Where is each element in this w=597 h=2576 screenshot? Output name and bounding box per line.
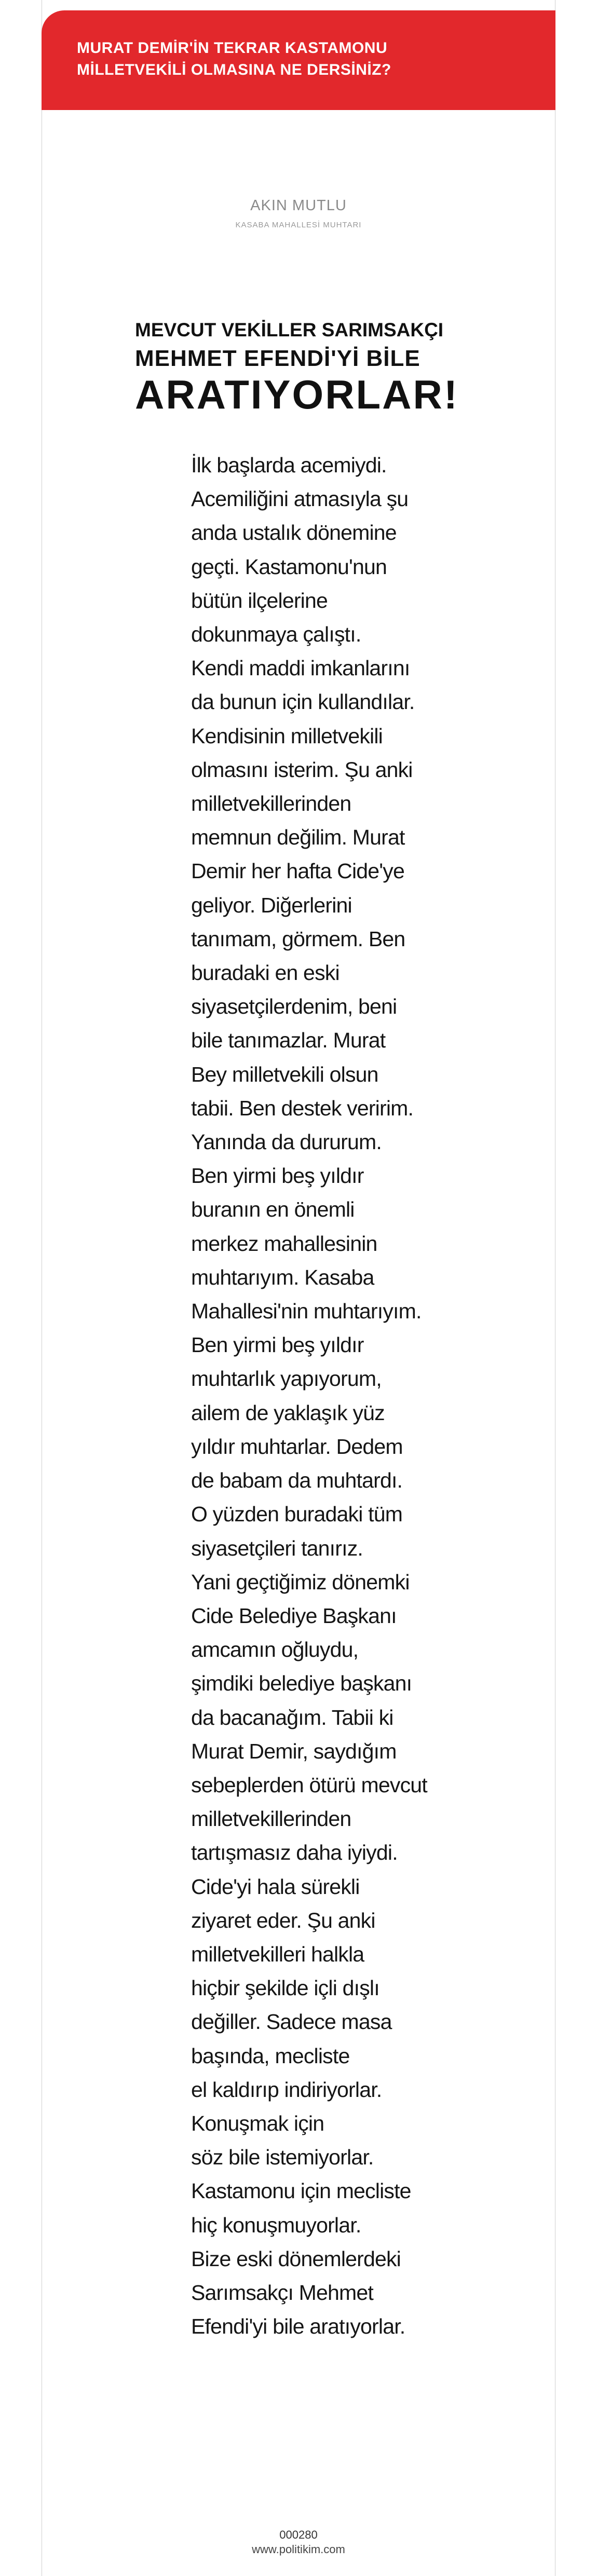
body-line: Yanında da dururum. [191,1130,382,1154]
body-line: söz bile istemiyorlar. [191,2145,374,2170]
body-line: geliyor. Diğerlerini [191,893,352,917]
body-line: tabii. Ben destek veririm. [191,1096,414,1120]
body-line: Cide'yi hala sürekli [191,1874,360,1899]
body-line: merkez mahallesinin [191,1231,377,1256]
headline-line-3: ARATIYORLAR! [135,372,459,417]
author-name: AKIN MUTLU [250,197,347,214]
headline-line-1: MEVCUT VEKİLLER SARIMSAKÇI [135,319,444,340]
body-line: bile tanımazlar. Murat [191,1028,386,1053]
body-line: Ben yirmi beş yıldır [191,1164,364,1188]
body-line: Murat Demir, saydığım [191,1739,397,1763]
question-banner [42,10,555,110]
author-title: KASABA MAHALLESİ MUHTARI [235,221,362,229]
body-line: el kaldırıp indiriyorlar. [191,2077,382,2102]
body-line: siyasetçilerdenim, beni [191,994,397,1019]
body-line: değiller. Sadece masa [191,2010,392,2034]
body-line: ziyaret eder. Şu anki [191,1908,375,1932]
body-line: buradaki en eski [191,961,340,985]
body-line: bütün ilçelerine [191,588,328,612]
body-line: O yüzden buradaki tüm [191,1502,403,1526]
body-line: hiç konuşmuyorlar. [191,2213,361,2237]
headline-line-2: MEHMET EFENDİ'Yİ BİLE [135,346,420,371]
body-line: Kendisinin milletvekili [191,724,383,748]
website-url: www.politikim.com [252,2543,345,2556]
body-line: Acemiliğini atmasıyla şu [191,487,409,511]
body-line: da bacanağım. Tabii ki [191,1705,394,1729]
body-line: amcamın oğluydu, [191,1638,359,1662]
body-line: Kendi maddi imkanlarını [191,656,410,680]
body-line: Bize eski dönemlerdeki [191,2246,401,2271]
body-line: milletvekillerinden [191,1807,351,1831]
body-line: buranın en önemli [191,1197,355,1222]
body-line: İlk başlarda acemiydi. [191,453,387,477]
banner-line-1: MURAT DEMİR'İN TEKRAR KASTAMONU [77,39,388,57]
body-line: sebeplerden ötürü mevcut [191,1773,427,1797]
body-line: tanımam, görmem. Ben [191,926,405,951]
body-line: Efendi'yi bile aratıyorlar. [191,2314,405,2339]
body-line: ailem de yaklaşık yüz [191,1400,385,1425]
body-line: anda ustalık dönemine [191,521,397,545]
body-line: Cide Belediye Başkanı [191,1603,397,1628]
article-body [191,448,461,2343]
body-line: Kastamonu için mecliste [191,2179,411,2203]
body-line: de babam da muhtardı. [191,1468,403,1493]
body-line: Bey milletvekili olsun [191,1062,378,1086]
body-line: şimdiki belediye başkanı [191,1671,412,1696]
body-line: muhtarıyım. Kasaba [191,1265,374,1289]
body-line: hiçbir şekilde içli dışlı [191,1976,379,2000]
body-line: da bunun için kullandılar. [191,690,415,714]
body-line: muhtarlık yapıyorum, [191,1367,382,1391]
footer [42,2528,555,2557]
body-line: dokunmaya çalıştı. [191,622,361,647]
headline [135,318,550,416]
body-line: Sarımsakçı Mehmet [191,2280,373,2305]
body-line: milletvekillerinden [191,792,351,816]
body-line: olmasını isterim. Şu anki [191,757,413,782]
body-line: başında, mecliste [191,2043,350,2068]
body-line: Konuşmak için [191,2111,324,2135]
body-line: geçti. Kastamonu'nun [191,554,387,579]
body-line: Ben yirmi beş yıldır [191,1333,364,1357]
body-line: Mahallesi'nin muhtarıyım. [191,1299,422,1324]
body-line: memnun değilim. Murat [191,825,405,850]
body-line: yıldır muhtarlar. Dedem [191,1434,403,1459]
body-line: siyasetçileri tanırız. [191,1536,363,1560]
author-block [42,197,555,229]
banner-line-2: MİLLETVEKİLİ OLMASINA NE DERSİNİZ? [77,61,391,78]
body-line: tartışmasız daha iyiydi. [191,1841,398,1865]
body-line: Demir her hafta Cide'ye [191,859,404,883]
page-code: 000280 [279,2528,318,2541]
body-line: milletvekilleri halkla [191,1942,364,1966]
body-line: Yani geçtiğimiz dönemki [191,1570,410,1594]
